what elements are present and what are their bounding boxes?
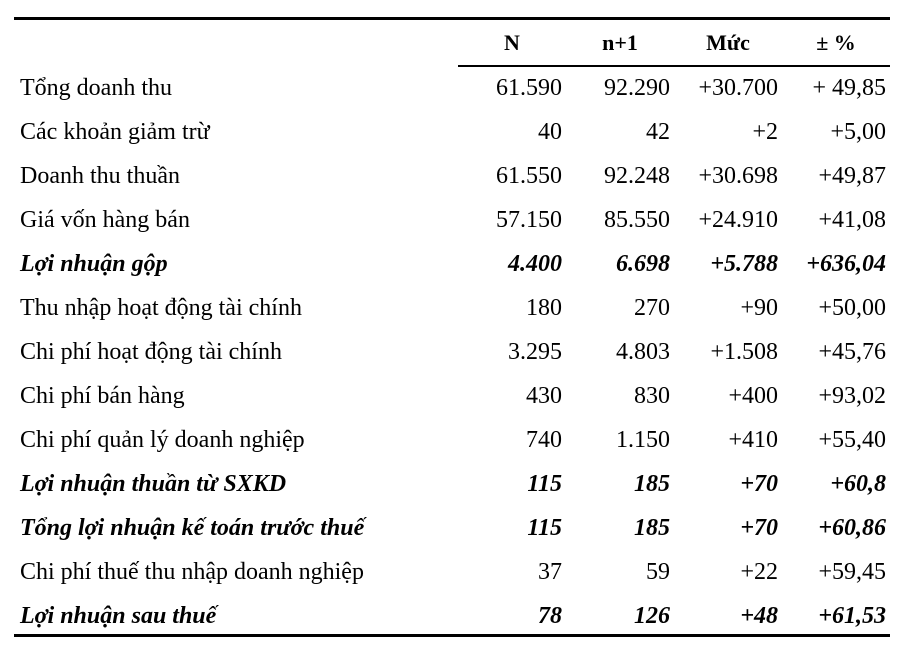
cell-muc: +70 xyxy=(740,514,778,541)
cell-muc: +22 xyxy=(740,558,778,585)
cell-n1: 92.248 xyxy=(604,162,670,189)
cell-pct: +59,45 xyxy=(818,558,886,585)
cell-pct: +49,87 xyxy=(818,162,886,189)
table-row xyxy=(14,198,890,242)
table-row xyxy=(14,462,890,506)
cell-n: 740 xyxy=(526,426,562,453)
cell-pct: +61,53 xyxy=(818,602,886,629)
cell-n1: 85.550 xyxy=(604,206,670,233)
financial-table xyxy=(14,17,890,629)
cell-n: 3.295 xyxy=(508,338,562,365)
table-row xyxy=(14,594,890,638)
table-row xyxy=(14,110,890,154)
cell-n1: 42 xyxy=(646,118,670,145)
row-label: Chi phí quản lý doanh nghiệp xyxy=(20,426,305,453)
cell-n: 61.550 xyxy=(496,162,562,189)
cell-n1: 1.150 xyxy=(616,426,670,453)
row-label: Doanh thu thuần xyxy=(20,162,180,189)
cell-n1: 6.698 xyxy=(616,250,670,277)
row-label: Chi phí hoạt động tài chính xyxy=(20,338,282,365)
cell-pct: +5,00 xyxy=(830,118,886,145)
table-row xyxy=(14,242,890,286)
row-label: Các khoản giảm trừ xyxy=(20,118,210,145)
cell-muc: +24.910 xyxy=(698,206,778,233)
cell-muc: +30.698 xyxy=(698,162,778,189)
cell-muc: +48 xyxy=(740,602,778,629)
cell-n1: 126 xyxy=(634,602,670,629)
table-row xyxy=(14,286,890,330)
row-label: Lợi nhuận thuần từ SXKD xyxy=(20,470,287,497)
cell-pct: +50,00 xyxy=(818,294,886,321)
row-label: Thu nhập hoạt động tài chính xyxy=(20,294,302,321)
cell-n: 180 xyxy=(526,294,562,321)
cell-n1: 4.803 xyxy=(616,338,670,365)
cell-pct: +55,40 xyxy=(818,426,886,453)
cell-pct: + 49,85 xyxy=(812,74,886,101)
table-row xyxy=(14,154,890,198)
cell-n1: 92.290 xyxy=(604,74,670,101)
table-row xyxy=(14,374,890,418)
row-label: Giá vốn hàng bán xyxy=(20,206,190,233)
cell-muc: +400 xyxy=(728,382,778,409)
cell-n1: 59 xyxy=(646,558,670,585)
row-label: Lợi nhuận sau thuế xyxy=(20,602,217,629)
table-bottom-rule xyxy=(14,634,890,637)
cell-n: 430 xyxy=(526,382,562,409)
cell-n: 40 xyxy=(538,118,562,145)
table-row xyxy=(14,66,890,110)
row-label: Chi phí bán hàng xyxy=(20,382,185,409)
row-label: Lợi nhuận gộp xyxy=(20,250,168,277)
cell-n: 115 xyxy=(527,470,562,497)
cell-n: 78 xyxy=(538,602,562,629)
cell-muc: +2 xyxy=(752,118,778,145)
income-statement-table xyxy=(14,20,890,638)
header-row xyxy=(14,20,890,66)
table-body xyxy=(14,66,890,638)
cell-muc: +90 xyxy=(740,294,778,321)
table-row xyxy=(14,550,890,594)
cell-pct: +60,86 xyxy=(818,514,886,541)
header-label xyxy=(14,20,458,66)
header-muc: Mức xyxy=(706,30,750,55)
cell-pct: +60,8 xyxy=(830,470,886,497)
cell-muc: +30.700 xyxy=(698,74,778,101)
header-n1: n+1 xyxy=(602,30,638,55)
cell-pct: +93,02 xyxy=(818,382,886,409)
header-n: N xyxy=(504,30,520,55)
row-label: Tổng lợi nhuận kế toán trước thuế xyxy=(20,514,365,541)
cell-n1: 185 xyxy=(634,514,670,541)
cell-n1: 185 xyxy=(634,470,670,497)
cell-muc: +70 xyxy=(740,470,778,497)
cell-muc: +1.508 xyxy=(710,338,778,365)
row-label: Tổng doanh thu xyxy=(20,74,172,101)
cell-n: 37 xyxy=(538,558,562,585)
table-row xyxy=(14,330,890,374)
cell-n: 4.400 xyxy=(508,250,562,277)
cell-n: 115 xyxy=(527,514,562,541)
header-pct: ± % xyxy=(816,30,856,55)
cell-n: 57.150 xyxy=(496,206,562,233)
cell-muc: +410 xyxy=(728,426,778,453)
cell-muc: +5.788 xyxy=(710,250,778,277)
cell-n: 61.590 xyxy=(496,74,562,101)
cell-n1: 830 xyxy=(634,382,670,409)
cell-pct: +41,08 xyxy=(818,206,886,233)
cell-pct: +45,76 xyxy=(818,338,886,365)
cell-n1: 270 xyxy=(634,294,670,321)
table-row xyxy=(14,506,890,550)
cell-pct: +636,04 xyxy=(806,250,886,277)
row-label: Chi phí thuế thu nhập doanh nghiệp xyxy=(20,558,364,585)
header-underline-rule xyxy=(458,65,890,67)
table-row xyxy=(14,418,890,462)
